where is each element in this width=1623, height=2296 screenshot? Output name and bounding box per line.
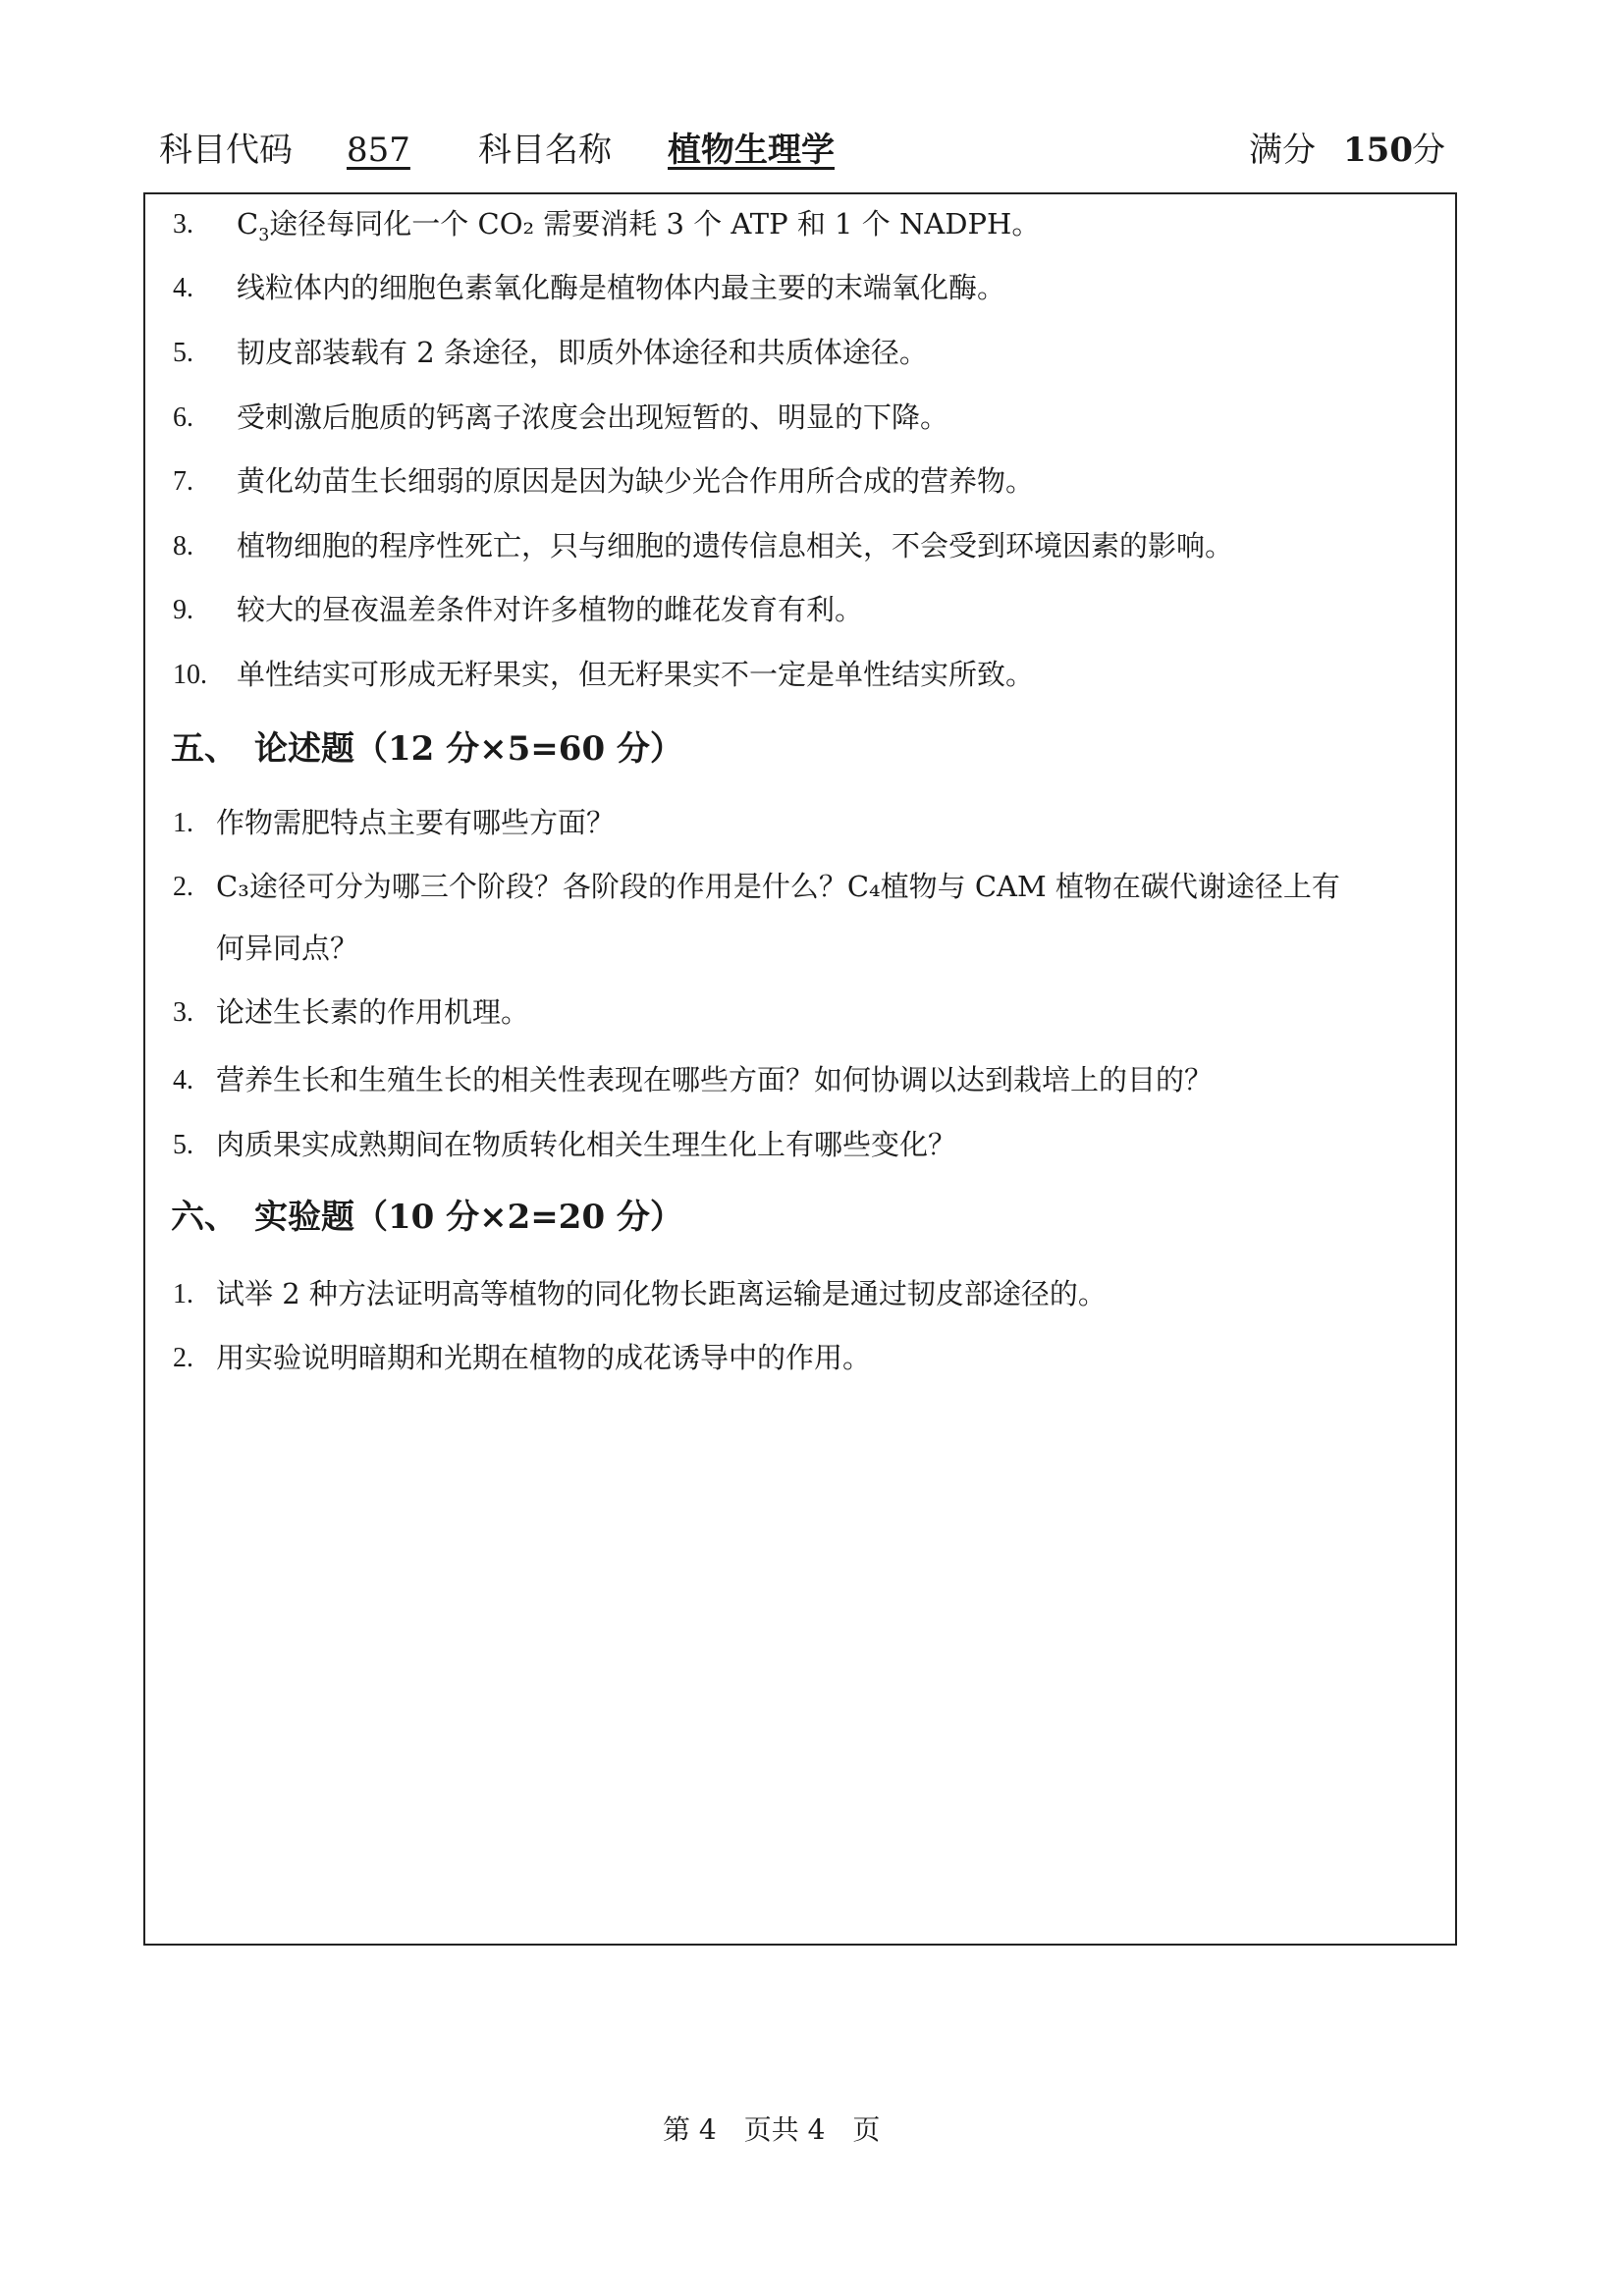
item-number: 3. — [173, 209, 193, 240]
item-number: 3. — [173, 997, 193, 1028]
c-subscript: 3 — [258, 225, 270, 245]
item-text: 营养生长和生殖生长的相关性表现在哪些方面？如何协调以达到栽培上的目的？ — [216, 1063, 1214, 1096]
item-number: 7. — [173, 466, 193, 497]
c-symbol: C — [237, 207, 259, 240]
item-text: 肉质果实成熟期间在物质转化相关生理生化上有哪些变化？ — [216, 1128, 957, 1161]
subject-name: 植物生理学 — [668, 131, 835, 170]
subject-name-label: 科目名称 — [478, 131, 612, 170]
item-text: 受刺激后胞质的钙离子浓度会出现短暂的、明显的下降。 — [237, 400, 949, 434]
item-number: 4. — [173, 1065, 193, 1095]
item-text: 线粒体内的细胞色素氧化酶是植物体内最主要的末端氧化酶。 — [237, 271, 1006, 304]
item-text: 试举 2 种方法证明高等植物的同化物长距离运输是通过韧皮部途径的。 — [216, 1277, 1107, 1310]
item-number: 2. — [173, 1343, 193, 1373]
item-text: 单性结实可形成无籽果实，但无籽果实不一定是单性结实所致。 — [237, 658, 1035, 691]
score-unit: 分 — [1412, 131, 1445, 170]
item-number: 1. — [173, 808, 193, 838]
item-number: 8. — [173, 531, 193, 561]
item-text-body: 途径每同化一个 CO₂ 需要消耗 3 个 ATP 和 1 个 NADPH。 — [269, 207, 1041, 240]
section-title-experiment: 六、 实验题（10 分×2=20 分） — [171, 1198, 683, 1237]
item-number: 6. — [173, 402, 193, 433]
subject-code: 857 — [347, 131, 410, 170]
item-number: 2. — [173, 872, 193, 902]
item-text: 较大的昼夜温差条件对许多植物的雌花发育有利。 — [237, 593, 864, 626]
item-text: 黄化幼苗生长细弱的原因是因为缺少光合作用所合成的营养物。 — [237, 464, 1035, 498]
item-number: 1. — [173, 1279, 193, 1309]
item-text-continued: 何异同点？ — [216, 932, 359, 965]
item-text: 论述生长素的作用机理。 — [216, 995, 530, 1029]
score-value: 150 — [1343, 131, 1413, 170]
item-number: 4. — [173, 273, 193, 303]
page-footer: 第 4 页共 4 页 — [663, 2113, 881, 2146]
item-number: 5. — [173, 1130, 193, 1160]
item-text: C₃途径可分为哪三个阶段？各阶段的作用是什么？C₄植物与 CAM 植物在碳代谢途径上有 — [216, 870, 1340, 903]
item-number: 10. — [173, 660, 207, 690]
subject-code-label: 科目代码 — [159, 131, 293, 170]
item-text: 用实验说明暗期和光期在植物的成花诱导中的作用。 — [216, 1341, 872, 1374]
score-label: 满分 — [1249, 131, 1316, 170]
item-number: 9. — [173, 595, 193, 625]
section-title-essay: 五、 论述题（12 分×5=60 分） — [171, 729, 683, 769]
item-text: 韧皮部装载有 2 条途径，即质外体途径和共质体途径。 — [237, 336, 928, 369]
item-text: 植物细胞的程序性死亡，只与细胞的遗传信息相关，不会受到环境因素的影响。 — [237, 529, 1234, 562]
item-number: 5. — [173, 338, 193, 368]
item-text: 作物需肥特点主要有哪些方面？ — [216, 806, 616, 839]
item-text — [237, 207, 1041, 245]
